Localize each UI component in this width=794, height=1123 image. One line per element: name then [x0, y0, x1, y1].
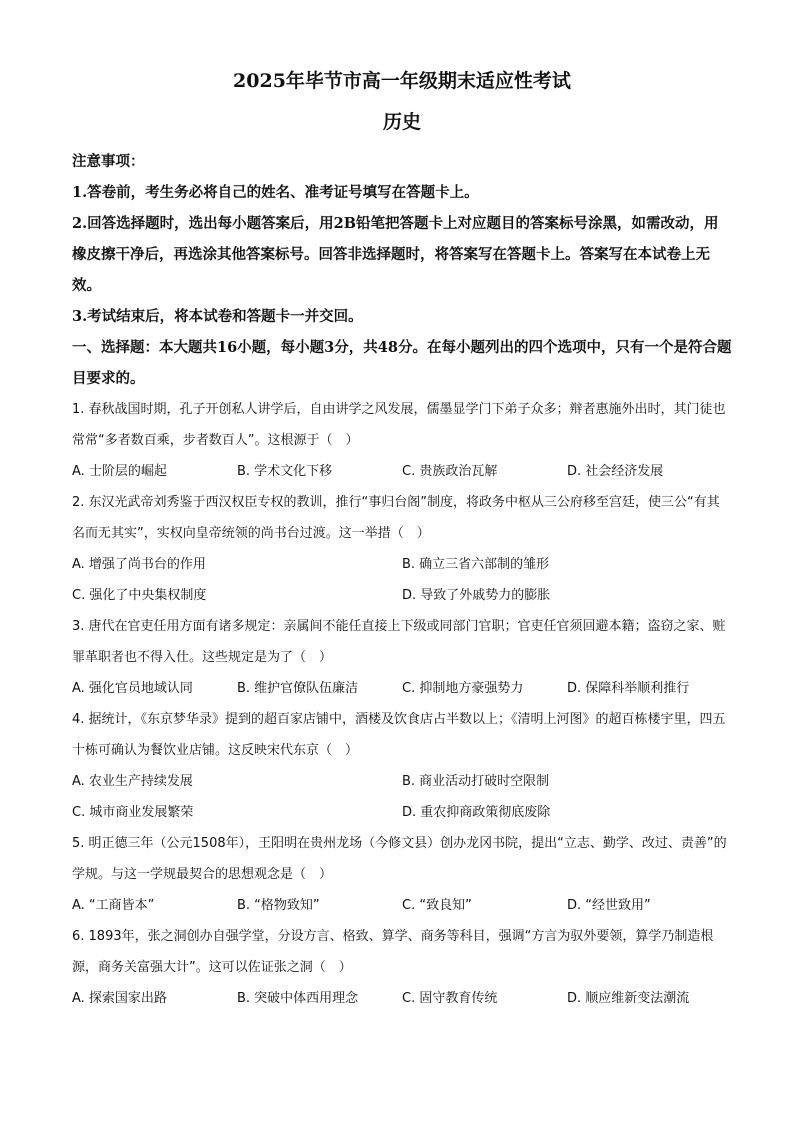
- option-d: D. “经世致用”: [567, 898, 651, 913]
- option-c: C. 贵族政治瓦解: [402, 464, 498, 479]
- notice-heading: 注意事项：: [72, 153, 145, 170]
- notice-item-1: 1.答卷前，考生务必将自己的姓名、准考证号填写在答题卡上。: [72, 184, 479, 201]
- question-stem: 6. 1893年，张之洞创办自强学堂，分设方言、格致、算学、商务等科目，强调“方言为驭外要领，算学乃制造根源，商务关富强大计”。这可以佐证张之洞（ ）: [72, 929, 714, 975]
- option-a: A. 探索国家出路: [72, 991, 167, 1006]
- option-b: B. 突破中体西用理念: [237, 991, 359, 1006]
- option-a: A. 强化官员地域认同: [72, 681, 193, 696]
- exam-page: [72, 66, 732, 1014]
- option-a: A. “工商皆本”: [72, 898, 155, 913]
- option-b: B. 确立三省六部制的雏形: [402, 557, 550, 572]
- exam-title: 2025年毕节市高一年级期末适应性考试: [233, 70, 571, 92]
- question-stem: 4. 据统计，《东京梦华录》提到的超百家店铺中，酒楼及饮食店占半数以上；《清明上河图》的超百栋楼宇里，四五十栋可确认为餐饮业店铺。这反映宋代东京（ ）: [72, 712, 726, 758]
- option-d: D. 顺应维新变法潮流: [567, 991, 690, 1006]
- question-stem: 3. 唐代在官吏任用方面有诸多规定：亲属间不能任直接上下级或同部门官职；官吏任官须回避本籍；盗窃之家、赃罪革职者也不得入仕。这些规定是为了（ ）: [72, 619, 726, 665]
- option-a: A. 增强了尚书台的作用: [72, 557, 206, 572]
- option-d: D. 重农抑商政策彻底废除: [402, 805, 551, 820]
- option-c: C. “致良知”: [402, 898, 472, 913]
- question-2: [72, 487, 732, 611]
- option-b: B. 维护官僚队伍廉洁: [237, 681, 359, 696]
- option-b: B. 学术文化下移: [237, 464, 333, 479]
- option-a: A. 士阶层的崛起: [72, 464, 167, 479]
- option-list: [72, 673, 732, 704]
- option-b: B. “格物致知”: [237, 898, 320, 913]
- notice-item-2: 2.回答选择题时，选出每小题答案后，用2B铅笔把答题卡上对应题目的答案标号涂黑，如需改动，用橡皮擦干净后，再选涂其他答案标号。回答非选择题时，将答案写在答题卡上。答案写在本试卷上无效。: [72, 215, 719, 294]
- option-list: [72, 766, 732, 828]
- question-stem: 5. 明正德三年（公元1508年），王阳明在贵州龙场（今修文县）创办龙冈书院，提出“立志、勤学、改过、责善”的学规。与这一学规最契合的思想观念是（ ）: [72, 836, 727, 882]
- option-a: A. 农业生产持续发展: [72, 774, 193, 789]
- option-list: [72, 983, 732, 1014]
- question-3: [72, 611, 732, 704]
- question-1: [72, 394, 732, 487]
- question-stem: 1. 春秋战国时期，孔子开创私人讲学后，自由讲学之风发展，儒墨显学门下弟子众多；辩者惠施外出时，其门徒也常常“多者数百乘，步者数百人”。这根源于（ ）: [72, 402, 726, 448]
- question-4: [72, 704, 732, 828]
- option-list: [72, 456, 732, 487]
- notice-item-3: 3.考试结束后，将本试卷和答题卡一并交回。: [72, 308, 363, 325]
- option-c: C. 固守教育传统: [402, 991, 498, 1006]
- option-list: [72, 890, 732, 921]
- option-c: C. 抑制地方豪强势力: [402, 681, 524, 696]
- option-c: C. 城市商业发展繁荣: [72, 805, 194, 820]
- option-c: C. 强化了中央集权制度: [72, 588, 207, 603]
- option-d: D. 保障科举顺利推行: [567, 681, 690, 696]
- option-d: D. 导致了外戚势力的膨胀: [402, 588, 551, 603]
- question-5: [72, 828, 732, 921]
- question-stem: 2. 东汉光武帝刘秀鉴于西汉权臣专权的教训，推行“事归台阁”制度，将政务中枢从三公府移至宫廷，使三公“有其名而无其实”，实权向皇帝统领的尚书台过渡。这一举措（ ）: [72, 495, 720, 541]
- exam-subject: 历史: [382, 111, 421, 133]
- option-d: D. 社会经济发展: [567, 464, 664, 479]
- question-6: [72, 921, 732, 1014]
- option-list: [72, 549, 732, 611]
- option-b: B. 商业活动打破时空限制: [402, 774, 550, 789]
- section-heading: 一、选择题：本大题共16小题，每小题3分，共48分。在每小题列出的四个选项中，只有一个是符合题目要求的。: [72, 339, 732, 387]
